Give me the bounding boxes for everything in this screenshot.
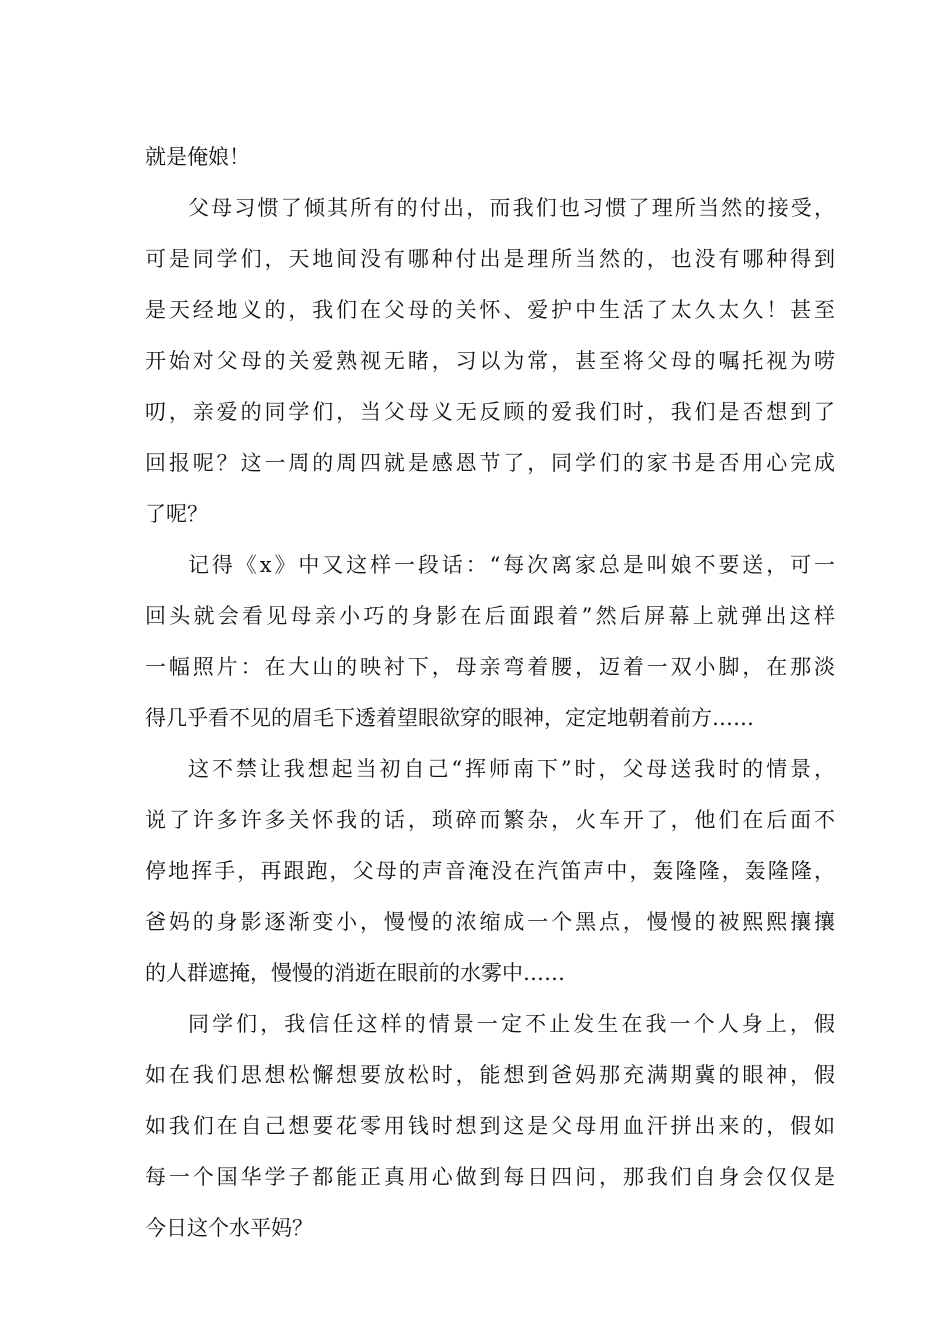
text-line: 了呢？ bbox=[145, 502, 208, 526]
text-line: 今日这个水平妈？ bbox=[145, 1216, 313, 1240]
text-line: 停地挥手，再跟跑，父母的声音淹没在汽笛声中，轰隆隆，轰隆隆， bbox=[145, 859, 835, 883]
text-line: 可是同学们，天地间没有哪种付出是理所当然的，也没有哪种得到 bbox=[145, 247, 835, 271]
paragraph-first-line: 父母习惯了倾其所有的付出，而我们也习惯了理所当然的接受， bbox=[188, 196, 835, 220]
text-line: 每一个国华学子都能正真用心做到每日四问，那我们自身会仅仅是 bbox=[145, 1165, 835, 1189]
text-line: 开始对父母的关爱熟视无睹，习以为常，甚至将父母的嘱托视为唠 bbox=[145, 349, 835, 373]
text-line: 回头就会看见母亲小巧的身影在后面跟着”然后屏幕上就弹出这样 bbox=[145, 604, 835, 628]
text-line: 的人群遮掩，慢慢的消逝在眼前的水雾中…… bbox=[145, 961, 565, 985]
paragraph-first-line: 这不禁让我想起当初自己“挥师南下”时，父母送我时的情景， bbox=[188, 757, 835, 781]
document-body bbox=[145, 132, 835, 1254]
text-line: 就是俺娘！ bbox=[145, 145, 250, 169]
paragraph-first-line: 同学们，我信任这样的情景一定不止发生在我一个人身上，假 bbox=[188, 1012, 835, 1036]
paragraph-first-line: 记得《x》中又这样一段话：“每次离家总是叫娘不要送，可一 bbox=[188, 553, 835, 577]
text-line: 叨，亲爱的同学们，当父母义无反顾的爱我们时，我们是否想到了 bbox=[145, 400, 835, 424]
text-line: 一幅照片：在大山的映衬下，母亲弯着腰，迈着一双小脚，在那淡 bbox=[145, 655, 835, 679]
text-line: 说了许多许多关怀我的话，琐碎而繁杂，火车开了，他们在后面不 bbox=[145, 808, 835, 832]
text-line: 得几乎看不见的眉毛下透着望眼欲穿的眼神，定定地朝着前方…… bbox=[145, 706, 754, 730]
text-line: 爸妈的身影逐渐变小，慢慢的浓缩成一个黑点，慢慢的被熙熙攘攘 bbox=[145, 910, 835, 934]
text-line: 如我们在自己想要花零用钱时想到这是父母用血汗拼出来的，假如 bbox=[145, 1114, 835, 1138]
text-line: 如在我们思想松懈想要放松时，能想到爸妈那充满期冀的眼神，假 bbox=[145, 1063, 835, 1087]
text-line: 回报呢？这一周的周四就是感恩节了，同学们的家书是否用心完成 bbox=[145, 451, 835, 475]
text-line: 是天经地义的，我们在父母的关怀、爱护中生活了太久太久！甚至 bbox=[145, 298, 835, 322]
